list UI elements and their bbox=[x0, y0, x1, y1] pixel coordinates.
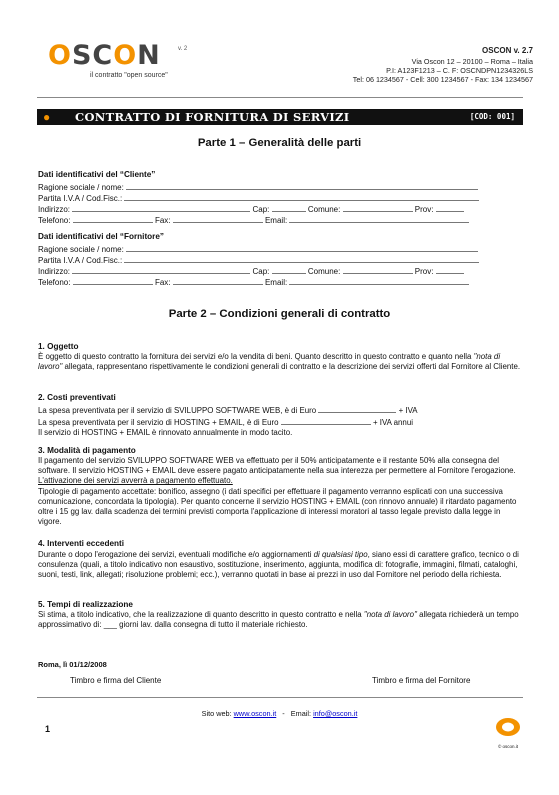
oscon-logo bbox=[44, 40, 204, 86]
field-label: Partita I.V.A / Cod.Fisc.: bbox=[38, 194, 123, 203]
field-label: Partita I.V.A / Cod.Fisc.: bbox=[38, 256, 123, 265]
cliente-prov-field[interactable] bbox=[436, 203, 464, 212]
oscon-mark-icon bbox=[493, 716, 523, 738]
contract-code: [COD: 001] bbox=[469, 112, 515, 121]
clause-3-text bbox=[38, 456, 526, 527]
email-link[interactable]: info@oscon.it bbox=[313, 709, 358, 718]
field-label: Cap: bbox=[252, 267, 270, 276]
field-label: Indirizzo: bbox=[38, 267, 71, 276]
text-run: + IVA annui bbox=[372, 418, 413, 428]
fornitore-email-field[interactable] bbox=[289, 276, 469, 285]
company-info bbox=[353, 45, 533, 84]
part1-title: Parte 1 – Generalità delle parti bbox=[197, 137, 362, 149]
header-divider bbox=[37, 97, 523, 98]
text-run: Tipologie di pagamento accettate: bonifico, assegno (i dati specifici per effettuare il pagamento verranno esplicati con una successiva comunicazione, concordata la tipologia). Per quanto concerne il servizio HOSTING + EMAIL (con rinnovo annuale) il ritardato pagamento oltre i 15 gg lav. dalla scadenza dei termini previsti comporta l'applicazione di interessi moratori al tasso legale previsto dalla legge in vigore. bbox=[38, 486, 517, 527]
bullet-icon: ● bbox=[43, 110, 51, 124]
clause-5-text bbox=[38, 610, 526, 630]
fornitore-prov-field[interactable] bbox=[436, 265, 464, 274]
text-run: + IVA bbox=[398, 406, 418, 415]
place-date: Roma, lì 01/12/2008 bbox=[38, 660, 107, 669]
text-run: La spesa preventivata per il servizio di HOSTING + EMAIL, è di Euro bbox=[38, 418, 279, 428]
clause-2-heading: 2. Costi preventivati bbox=[38, 393, 116, 402]
clause-1-heading: 1. Oggetto bbox=[38, 342, 79, 351]
cliente-indirizzo-field[interactable] bbox=[72, 203, 250, 212]
field-label: Comune: bbox=[307, 205, 341, 214]
clause-4-heading: 4. Interventi eccedenti bbox=[38, 539, 125, 548]
cliente-telefono-row bbox=[38, 214, 469, 226]
footer-logo-icon bbox=[493, 716, 523, 749]
cliente-telefono-field[interactable] bbox=[73, 214, 153, 223]
cliente-heading: Dati identificativi del “Cliente” bbox=[38, 170, 156, 179]
field-label: Ragione sociale / nome: bbox=[38, 183, 124, 192]
field-label: Fax: bbox=[154, 216, 171, 225]
site-link[interactable]: www.oscon.it bbox=[233, 709, 277, 718]
logo-wordmark: OSCON bbox=[48, 40, 161, 71]
field-label: Prov: bbox=[414, 205, 434, 214]
fornitore-signature-label: Timbro e firma del Fornitore bbox=[372, 676, 471, 685]
field-label: Indirizzo: bbox=[38, 205, 71, 214]
text-run: Il pagamento del servizio SVILUPPO SOFTWARE WEB va effettuato per il 50% anticipatamente e il restante 50% alla consegna del software. Il servizio HOSTING + EMAIL deve essere pagato anticipatamente nella sua interezza per permettere al Fornitore l'erogazione. bbox=[38, 456, 516, 476]
cliente-email-field[interactable] bbox=[289, 214, 469, 223]
footer-links bbox=[0, 709, 559, 718]
text-run: allegata, rappresentano rispettivamente le condizioni generali di contratto e la descrizione dei servizi offerti dal Fornitore al Cliente. bbox=[62, 362, 521, 372]
company-phones: Tel: 06 1234567 - Cell: 300 1234567 - Fax: 134 1234567 bbox=[352, 75, 533, 84]
page-number: 1 bbox=[45, 724, 51, 734]
text-run-italic: "nota di lavoro" bbox=[38, 352, 501, 372]
cost-line-2 bbox=[38, 416, 526, 428]
field-label: Ragione sociale / nome: bbox=[38, 245, 124, 254]
text-run: È oggetto di questo contratto la fornitura dei servizi e/o la vendita di beni. Quanto descritto in questo contratto e quanto nella bbox=[38, 352, 474, 361]
footer-logo-caption: © oscon.it bbox=[497, 744, 519, 749]
company-tax: P.I: A123F1213 – C. F: OSCNDPN1234326LS bbox=[386, 66, 533, 75]
email-label: Email: bbox=[290, 709, 312, 718]
logo-tagline: il contratto "open source" bbox=[90, 72, 168, 79]
text-run: Durante o dopo l'erogazione dei servizi, eventuali modifiche e/o aggiornamenti bbox=[38, 550, 314, 559]
cost-hosting-field[interactable] bbox=[281, 416, 371, 425]
cost-line-3: Il servizio di HOSTING + EMAIL è rinnovato annualmente in modo tacito. bbox=[38, 428, 293, 438]
fornitore-piva-field[interactable] bbox=[124, 254, 479, 263]
field-label: Fax: bbox=[154, 278, 171, 287]
fornitore-cap-field[interactable] bbox=[272, 265, 306, 274]
cliente-piva-field[interactable] bbox=[124, 192, 479, 201]
clause-3-heading: 3. Modalità di pagamento bbox=[38, 446, 136, 455]
cliente-cap-field[interactable] bbox=[272, 203, 306, 212]
cost-line-1 bbox=[38, 404, 526, 416]
contract-banner bbox=[37, 109, 523, 125]
fornitore-heading: Dati identificativi del “Fornitore” bbox=[38, 232, 165, 241]
text-run: allegata richiederà un tempo approssimativo di: ___ giorni lav. dalla consegna di tutto il materiale richiesto. bbox=[38, 610, 519, 630]
field-label: Comune: bbox=[307, 267, 341, 276]
company-name: OSCON v. 2.7 bbox=[482, 46, 533, 55]
text-run: Si stima, a titolo indicativo, che la realizzazione di quanto descritto in questo contratto e nella bbox=[38, 610, 364, 619]
cost-web-field[interactable] bbox=[318, 404, 396, 413]
fornitore-telefono-row bbox=[38, 276, 469, 288]
separator: - bbox=[282, 709, 285, 718]
text-run-italic: di qualsiasi tipo bbox=[313, 550, 368, 559]
fornitore-telefono-field[interactable] bbox=[73, 276, 153, 285]
cliente-fax-field[interactable] bbox=[173, 214, 263, 223]
text-run: La spesa preventivata per il servizio di SVILUPPO SOFTWARE WEB, è di Euro bbox=[38, 406, 317, 415]
fornitore-indirizzo-field[interactable] bbox=[72, 265, 250, 274]
footer-divider bbox=[37, 697, 523, 698]
part2-title: Parte 2 – Condizioni generali di contratto bbox=[168, 308, 391, 320]
site-label: Sito web: bbox=[201, 709, 232, 718]
fornitore-ragione-field[interactable] bbox=[126, 243, 478, 252]
field-label: Telefono: bbox=[38, 278, 71, 287]
field-label: Email: bbox=[264, 278, 288, 287]
field-label: Telefono: bbox=[38, 216, 71, 225]
clause-1-text bbox=[38, 352, 526, 372]
logo-version: v. 2 bbox=[178, 46, 188, 52]
contract-title: CONTRATTO DI FORNITURA DI SERVIZI bbox=[75, 110, 350, 124]
fornitore-fax-field[interactable] bbox=[173, 276, 263, 285]
field-label: Email: bbox=[264, 216, 288, 225]
cliente-signature-label: Timbro e firma del Cliente bbox=[70, 676, 162, 685]
field-label: Prov: bbox=[414, 267, 434, 276]
cliente-ragione-field[interactable] bbox=[126, 181, 478, 190]
company-address: Via Oscon 12 – 20100 – Roma – Italia bbox=[411, 57, 533, 66]
field-label: Cap: bbox=[252, 205, 270, 214]
clause-4-text bbox=[38, 550, 526, 581]
clause-2-text bbox=[38, 404, 526, 439]
text-run-italic: "nota di lavoro" bbox=[363, 610, 417, 619]
text-run-underlined: L'attivazione dei servizi avverrà a pagamento effettuato. bbox=[38, 476, 233, 486]
text-run: , siano essi di carattere grafico, tecnico o di consulenza (quali, a titolo indicativo non esaustivo, sostituzione, inserimento, aggiunta, modifica di: fotografie, immagini, filmati, cataloghi, suoni, testi, link, allegati; risoluzione problemi; ecc.), verranno quotati in base ai prezzi in uso dal Fornitore nel periodo della richiesta. bbox=[38, 550, 519, 580]
cliente-comune-field[interactable] bbox=[343, 203, 413, 212]
clause-5-heading: 5. Tempi di realizzazione bbox=[38, 600, 133, 609]
fornitore-comune-field[interactable] bbox=[343, 265, 413, 274]
